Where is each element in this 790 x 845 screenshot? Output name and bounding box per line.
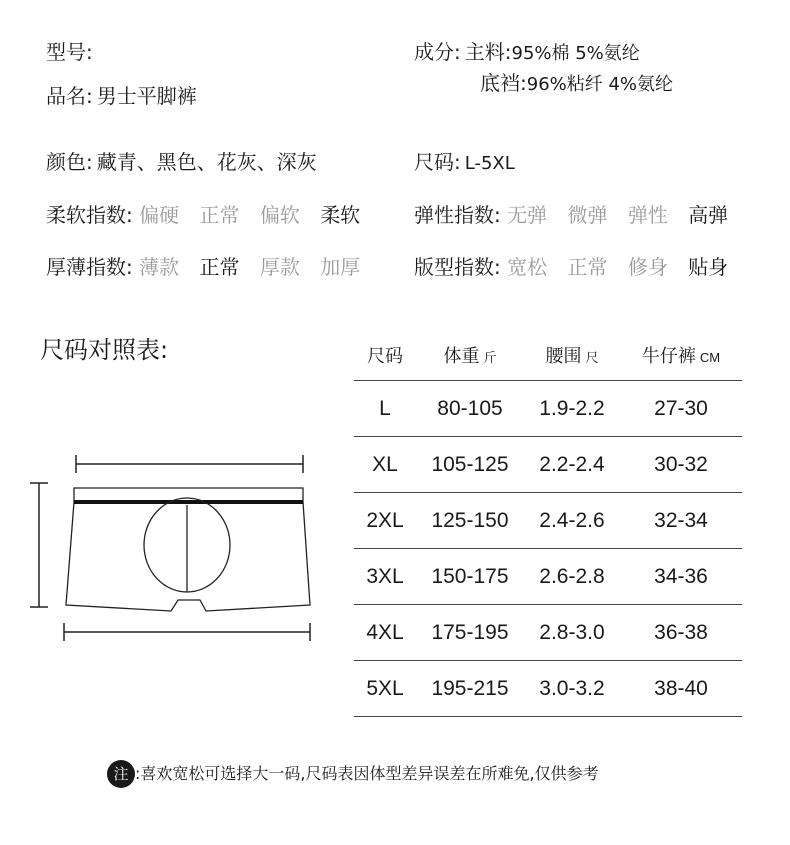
cell-weight: 105-125 <box>416 437 524 493</box>
cell-size: L <box>354 381 416 437</box>
cell-weight: 125-150 <box>416 493 524 549</box>
softness-label: 柔软指数: <box>46 203 133 227</box>
header-size: 尺码 <box>367 346 403 366</box>
cell-jeans: 38-40 <box>620 661 742 717</box>
gusset-label: 底裆: <box>480 71 527 95</box>
elasticity-index <box>414 203 742 227</box>
thickness-option-1: 薄款 <box>139 255 180 279</box>
main-fabric-value: 95%棉 5%氨纶 <box>511 43 640 64</box>
cell-waist: 2.2-2.4 <box>524 437 620 493</box>
cell-weight: 195-215 <box>416 661 524 717</box>
thickness-option-2-selected: 正常 <box>199 255 240 279</box>
cell-waist: 2.6-2.8 <box>524 549 620 605</box>
fit-option-3: 修身 <box>627 255 668 279</box>
cell-size: XL <box>354 437 416 493</box>
cell-jeans: 36-38 <box>620 605 742 661</box>
material-row <box>414 40 640 66</box>
table-row <box>354 493 742 549</box>
cell-jeans: 32-34 <box>620 493 742 549</box>
gusset-row <box>480 71 673 97</box>
product-name-value: 男士平脚裤 <box>96 84 197 108</box>
header-weight-unit: 斤 <box>483 350 497 365</box>
table-row <box>354 549 742 605</box>
softness-option-1: 偏硬 <box>139 203 180 227</box>
note-text: :喜欢宽松可选择大一码,尺码表因体型差异误差在所难免,仅供参考 <box>135 764 599 783</box>
header-waist-unit: 尺 <box>585 350 599 365</box>
elasticity-option-4-selected: 高弹 <box>688 203 729 227</box>
product-name-row <box>46 84 197 108</box>
cell-weight: 80-105 <box>416 381 524 437</box>
elasticity-option-2: 微弹 <box>567 203 608 227</box>
elasticity-option-3: 弹性 <box>627 203 668 227</box>
fit-label: 版型指数: <box>414 255 501 279</box>
cell-size: 3XL <box>354 549 416 605</box>
cell-waist: 2.8-3.0 <box>524 605 620 661</box>
main-fabric-label: 主料: <box>464 40 512 64</box>
header-weight: 体重 斤 <box>443 346 497 366</box>
cell-size: 5XL <box>354 661 416 717</box>
model-label: 型号: <box>46 40 93 64</box>
material-label: 成分: <box>414 40 461 64</box>
table-row <box>354 661 742 717</box>
size-range-label: 尺码: <box>414 150 461 174</box>
size-table <box>354 330 742 717</box>
note-badge: 注 <box>107 760 135 788</box>
size-range-value: L-5XL <box>464 153 515 174</box>
cell-size: 4XL <box>354 605 416 661</box>
softness-option-4-selected: 柔软 <box>320 203 361 227</box>
cell-jeans: 27-30 <box>620 381 742 437</box>
cell-waist: 2.4-2.6 <box>524 493 620 549</box>
cell-jeans: 30-32 <box>620 437 742 493</box>
softness-index <box>46 203 374 227</box>
fit-index <box>414 255 742 279</box>
product-name-label: 品名: <box>46 84 93 108</box>
gusset-value: 96%粘纤 4%氨纶 <box>526 74 674 95</box>
size-range-row <box>414 150 515 176</box>
fit-option-2: 正常 <box>567 255 608 279</box>
softness-option-3: 偏软 <box>259 203 300 227</box>
cell-jeans: 34-36 <box>620 549 742 605</box>
elasticity-option-1: 无弹 <box>507 203 548 227</box>
header-jeans: 牛仔裤 CM <box>641 346 721 366</box>
table-row <box>354 437 742 493</box>
cell-waist: 1.9-2.2 <box>524 381 620 437</box>
boxer-brief-diagram <box>20 450 320 650</box>
thickness-index <box>46 255 374 279</box>
size-table-header <box>354 330 742 381</box>
cell-size: 2XL <box>354 493 416 549</box>
colors-row <box>46 150 317 174</box>
size-chart-title: 尺码对照表: <box>40 336 169 364</box>
cell-weight: 175-195 <box>416 605 524 661</box>
thickness-option-3: 厚款 <box>259 255 300 279</box>
colors-label: 颜色: <box>46 150 93 174</box>
fit-option-4-selected: 贴身 <box>688 255 729 279</box>
cell-weight: 150-175 <box>416 549 524 605</box>
footnote <box>107 760 599 788</box>
thickness-label: 厚薄指数: <box>46 255 133 279</box>
header-jeans-unit: CM <box>699 350 721 365</box>
softness-option-2: 正常 <box>199 203 240 227</box>
fit-option-1: 宽松 <box>507 255 548 279</box>
elasticity-label: 弹性指数: <box>414 203 501 227</box>
header-waist: 腰围 尺 <box>545 346 599 366</box>
thickness-option-4: 加厚 <box>320 255 361 279</box>
table-row <box>354 605 742 661</box>
cell-waist: 3.0-3.2 <box>524 661 620 717</box>
colors-value: 藏青、黑色、花灰、深灰 <box>96 150 317 174</box>
table-row <box>354 381 742 437</box>
